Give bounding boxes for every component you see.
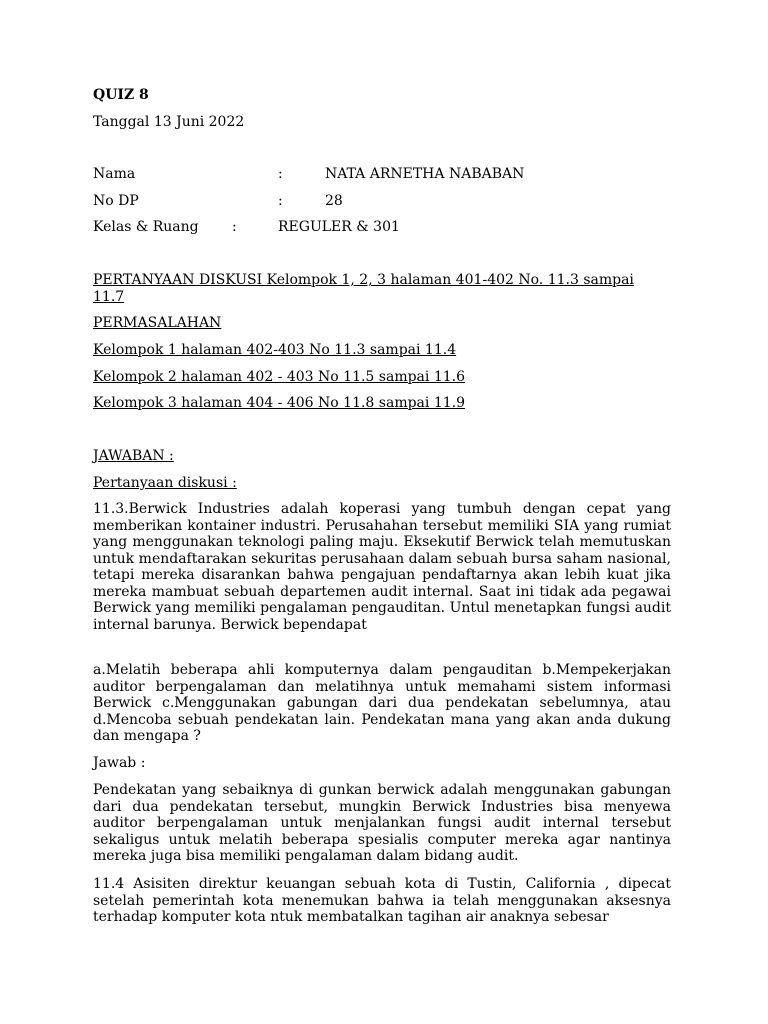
field-name-label: Nama (93, 166, 136, 182)
question-11-4 (93, 876, 671, 926)
quiz-date: Tanggal 13 Juni 2022 (93, 114, 245, 130)
answer-11-3-text: Pendekatan yang sebaiknya di gunkan berwick adalah menggunakan gabungan dari dua pendekatan tersebut, mungkin Berwick Industries bisa menyewa auditor berpengalaman untuk menjalankan fungsi audit internal tersebut sekaligus untuk melatih beberapa spesialis computer mereka agar nantinya mereka juga bisa memiliki pengalaman dalam bidang audit. (93, 782, 671, 864)
jawab-label: Jawab : (93, 755, 146, 771)
question-heading: Pertanyaan diskusi : (93, 475, 237, 491)
question-11-3-text: 11.3.Berwick Industries adalah koperasi yang tumbuh dengan cepat yang memberikan kontainer industri. Perusahahan tersebut memiliki SIA yang rumiat yang menggunakan teknologi paling maju. Eksekutif Berwick telah memutuskan untuk mendaftarakan sekuritas perusahaan dalam sebuah bursa saham nasional, tetapi mereka disarankan bahwa pengajuan pendaftarnya akan lebih kuat jika mereka mambuat sebuah departemen audit internal. Saat ini tidak ada pegawai Berwick yang memiliki pengalaman pengauditan. Untul menetapkan fungsi audit internal barunya. Berwick bependapat (93, 501, 671, 633)
answer-11-3 (93, 782, 671, 865)
discussion-heading: PERTANYAAN DISKUSI Kelompok 1, 2, 3 halaman 401-402 No. 11.3 sampai 11.7 (93, 272, 634, 305)
field-name-value: NATA ARNETHA NABABAN (325, 166, 525, 182)
question-11-4-text: 11.4 Asisiten direktur keuangan sebuah kota di Tustin, California , dipecat setelah pemerintah kota menemukan bahwa ia telah menggunakan aksesnya terhadap komputer kota ntuk membatalkan tagihan air anaknya sebesar (93, 876, 671, 925)
field-no-dp-value: 28 (325, 193, 343, 209)
quiz-title: QUIZ 8 (93, 87, 149, 103)
field-no-dp-label: No DP (93, 193, 139, 209)
group-2-line: Kelompok 2 halaman 402 - 403 No 11.5 sampai 11.6 (93, 369, 465, 385)
question-11-3-options-text: a.Melatih beberapa ahli komputernya dalam pengauditan b.Mempekerjakan auditor berpengalaman dan melatihnya untuk memahami sistem informasi Berwick c.Menggunakan gabungan dari dua pendekatan sebelumnya, atau d.Mencoba sebuah pendekatan lain. Pendekatan mana yang akan anda dukung dan mengapa ? (93, 662, 671, 744)
field-class-room-value: REGULER & 301 (278, 219, 400, 235)
problem-heading: PERMASALAHAN (93, 315, 222, 331)
question-11-3 (93, 501, 671, 633)
answer-heading: JAWABAN : (93, 448, 174, 464)
field-no-dp-colon: : (278, 193, 283, 209)
group-3-line: Kelompok 3 halaman 404 - 406 No 11.8 sampai 11.9 (93, 395, 465, 411)
group-1-line: Kelompok 1 halaman 402-403 No 11.3 sampai 11.4 (93, 342, 457, 358)
question-11-3-options (93, 662, 671, 745)
field-name-colon: : (278, 166, 283, 182)
field-class-room-colon: : (232, 219, 237, 235)
field-class-room-label: Kelas & Ruang (93, 219, 199, 235)
